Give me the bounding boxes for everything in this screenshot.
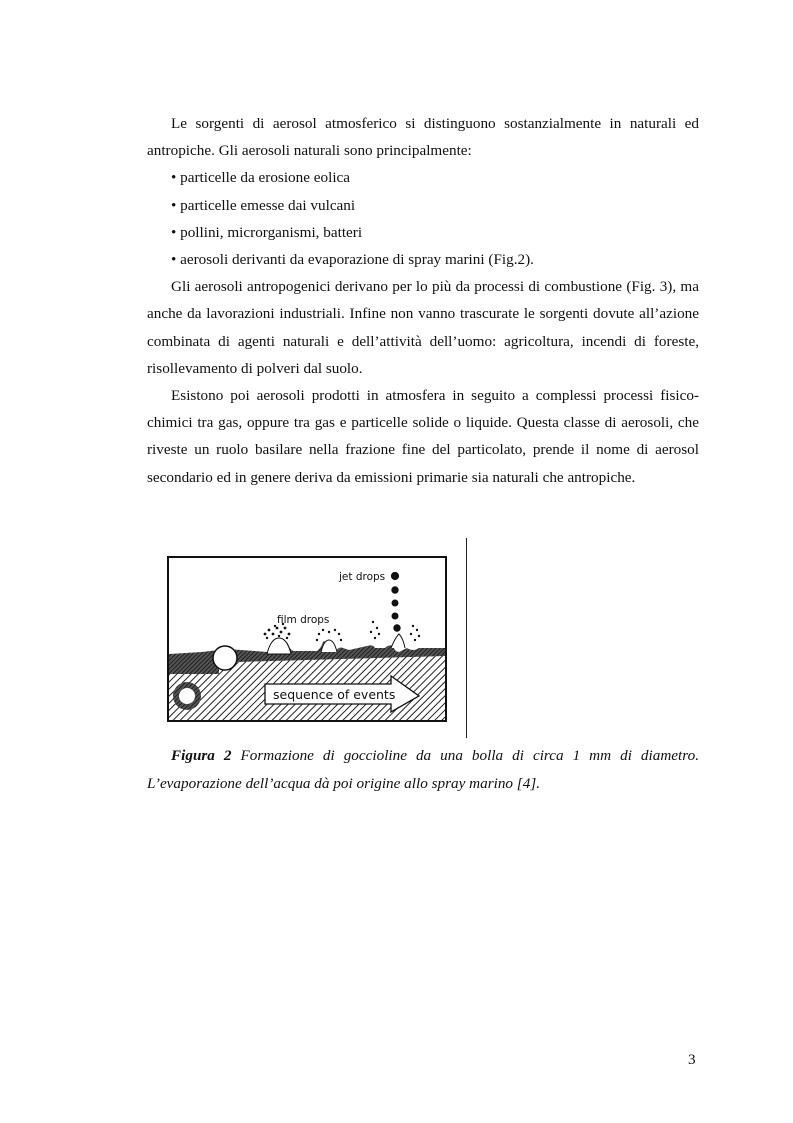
caption-text: Formazione di goccioline da una bolla di circa 1 mm di diametro. L’evaporazione dell’acqua dà poi origine allo spray marino [4]. — [147, 747, 700, 792]
caption-label: Figura 2 — [171, 747, 232, 764]
paragraph-intro: Le sorgenti di aerosol atmosferico si distinguono sostanzialmente in naturali ed antropiche. Gli aerosoli naturali sono principalmente: — [147, 115, 699, 160]
bullet-item: • particelle da erosione eolica — [171, 169, 351, 187]
label-jet-drops: jet drops — [339, 571, 386, 583]
paragraph-anthropogenic: Gli aerosoli antropogenici derivano per lo più da processi di combustione (Fig. 3), ma anche da lavorazioni industriali. Infine non vanno trascurate le sorgenti dovute all’azione combinata di agenti naturali e dell’attività dell’uomo: agricoltura, incendi di foreste, risollevamento di polveri dal suolo. — [147, 278, 699, 377]
bullet-item: • particelle emesse dai vulcani — [171, 196, 356, 214]
rising-bubble — [179, 688, 195, 704]
vertical-divider — [466, 538, 467, 738]
surface-bubble — [213, 646, 237, 670]
label-sequence-of-events: sequence of events — [273, 687, 396, 702]
body-text — [147, 110, 699, 491]
page-number: 3 — [688, 1051, 696, 1068]
paragraph-secondary: Esistono poi aerosoli prodotti in atmosfera in seguito a complessi processi fisico-chimici tra gas, oppure tra gas e particelle solide o liquide. Questa classe di aerosoli, che riveste un ruolo basilare nella frazione fine del particolato, prende il nome di aerosol secondario ed in genere deriva da emissioni primarie sia naturali che antropiche. — [147, 387, 699, 486]
figure-caption — [147, 742, 699, 798]
bullet-item: • aerosoli derivanti da evaporazione di spray marini (Fig.2). — [171, 251, 534, 269]
figure-bubble-illustration — [167, 556, 447, 722]
label-film-drops: film drops — [277, 614, 330, 626]
bullet-item: • pollini, microrganismi, batteri — [171, 223, 363, 241]
